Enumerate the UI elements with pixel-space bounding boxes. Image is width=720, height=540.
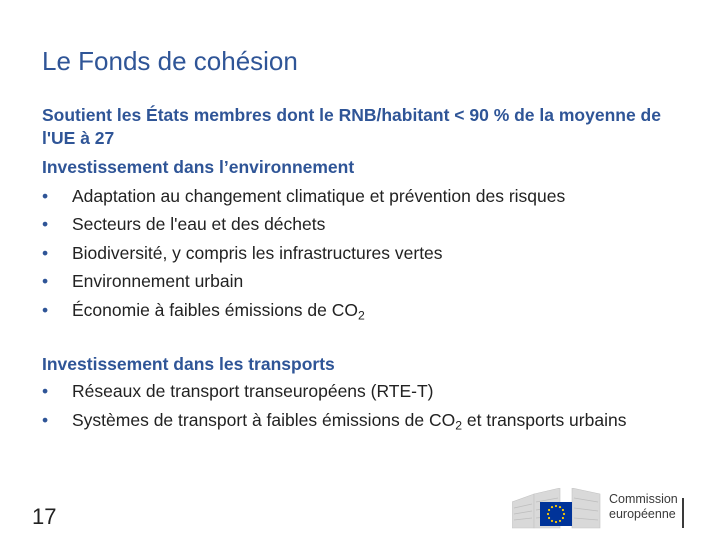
list-item [42, 408, 662, 432]
eu-star-icon [551, 520, 553, 522]
list-item [42, 296, 662, 325]
eu-star-icon [548, 509, 550, 511]
commission-building-icon [512, 488, 604, 530]
bullet-icon: • [42, 185, 49, 206]
eu-star-icon [563, 513, 565, 515]
bullet-icon: • [42, 299, 49, 320]
eu-star-icon [559, 506, 561, 508]
eu-star-icon [555, 505, 557, 507]
logo-line-commission: Commission [609, 492, 678, 506]
list-item [42, 379, 662, 403]
list-item-label: Réseaux de transport transeuropéens (RTE-T) [72, 380, 434, 401]
list-item-label: Environnement urbain [72, 271, 244, 291]
co2-economy-label: Économie à faibles émissions de CO [72, 299, 358, 320]
logo-text [609, 492, 678, 522]
list-item [42, 182, 662, 211]
environment-list [42, 182, 662, 325]
page-number: 17 [32, 504, 57, 529]
co2-subscript: 2 [357, 308, 365, 323]
european-commission-logo [512, 486, 687, 532]
intro-text: Soutient les États membres dont le RNB/habitant < 90 % de la moyenne de l'UE à 27 [42, 105, 661, 148]
environment-heading: Investissement dans l’environnement [42, 157, 355, 177]
bullet-icon: • [42, 242, 49, 263]
list-item-label: Adaptation au changement climatique et prévention des risques [72, 185, 566, 206]
slide-body [42, 104, 662, 437]
bullet-icon: • [42, 380, 49, 401]
list-item [42, 210, 662, 239]
list-item-label: Secteurs de l'eau et des déchets [72, 214, 326, 234]
eu-star-icon [562, 517, 564, 519]
eu-star-icon [551, 506, 553, 508]
eu-star-icon [559, 520, 561, 522]
list-item [42, 239, 662, 268]
co2-subscript: 2 [455, 418, 463, 433]
bullet-icon: • [42, 409, 49, 430]
slide-title: Le Fonds de cohésion [42, 46, 298, 76]
co2-transport-label: Systèmes de transport à faibles émissions de CO [72, 409, 456, 430]
transport-heading: Investissement dans les transports [42, 354, 335, 374]
eu-star-icon [547, 513, 549, 515]
logo-divider [682, 498, 684, 528]
logo-line-europeenne: européenne [609, 507, 676, 521]
eu-star-icon [562, 509, 564, 511]
list-item-label: Biodiversité, y compris les infrastructures vertes [72, 242, 443, 263]
co2-transport-suffix: et transports urbains [462, 409, 627, 430]
transport-list [42, 379, 662, 432]
bullet-icon: • [42, 271, 49, 291]
eu-star-icon [555, 521, 557, 523]
eu-star-icon [548, 517, 550, 519]
list-item [42, 267, 662, 296]
bullet-icon: • [42, 214, 49, 234]
